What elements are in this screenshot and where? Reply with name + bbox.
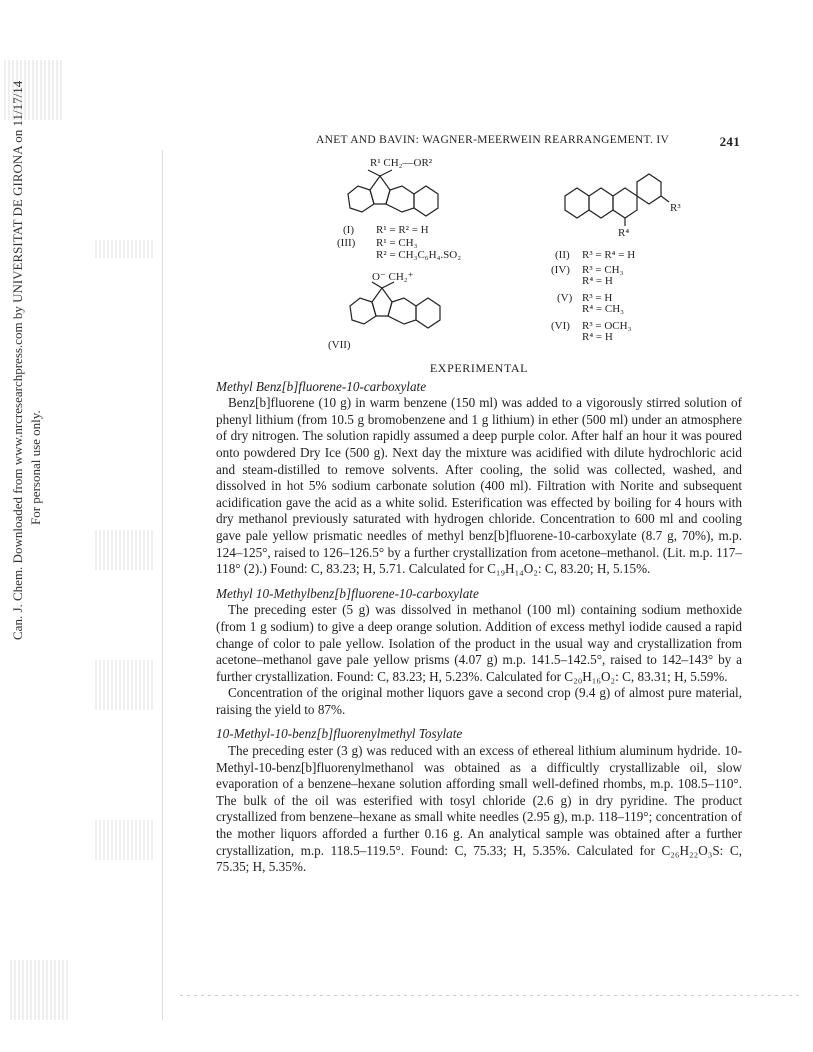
section-title-experimental: EXPERIMENTAL <box>429 361 529 375</box>
structure-iii-def2: R² = CH₃C₆H₄.SO₂ <box>376 249 462 261</box>
body-text <box>216 360 742 876</box>
scan-artifact <box>95 820 155 860</box>
structure-i-def: R¹ = R² = H <box>376 224 429 236</box>
header-title: ANET AND BAVIN: WAGNER-MEERWEIN REARRANGEMENT. IV <box>316 134 670 146</box>
fluorene-structure-icon <box>340 168 460 228</box>
scan-artifact <box>95 530 155 570</box>
structure-iii-def1: R¹ = CH₃ <box>376 237 418 249</box>
r4-label: R⁴ <box>618 227 630 239</box>
fluorene-ion-structure-icon <box>340 280 480 340</box>
structure-iv-id: (IV) <box>551 264 570 276</box>
structure-v-def2: R⁴ = CH₃ <box>582 303 624 315</box>
structure-vii-id: (VII) <box>328 339 351 351</box>
structure-v-id: (V) <box>557 292 573 304</box>
structure-vi-def2: R⁴ = H <box>582 331 613 343</box>
scan-artifact <box>10 960 70 1020</box>
download-notice <box>8 80 48 640</box>
paragraph: Benz[b]fluorene (10 g) in warm benzene (150 ml) was added to a vigorously stirred solution of phenyl lithium (from 10.5 g bromobenzene and 1 g lithium) in ether (500 ml) under an atmosphere of dry nitrogen. The solution rapidly assumed a deep purple color. After half an hour it was poured onto powdered Dry Ice (500 g). Next day the mixture was acidified with dilute hydrochloric acid and steam-distilled to remove solvents. After cooling, the solid was collected, washed, and dissolved in hot 5% sodium carbonate solution (400 ml). Filtration with Norite and subsequent acidification gave the acid as a white solid. Esterification was effected by boiling for 4 hours with dry methanol previously saturated with hydrogen chloride. Concentration to 600 ml and cooling gave pale yellow prismatic needles of methyl benz[b]fluorene-10-carboxylate (8.7 g, 70%), m.p. 124–125°, raised to 126–126.5° by a further crystallization from acetone–methanol. (Lit. m.p. 117–118° (2).) Found: C, 83.23; H, 5.71. Calculated for C₁₉H₁₄O₂: C, 83.20; H, 5.15%. <box>216 395 742 577</box>
structure-vi-def1: R³ = OCH₃ <box>582 320 632 332</box>
r3-label: R³ <box>670 202 681 214</box>
scan-artifact <box>95 240 155 258</box>
structure-i-id: (I) <box>343 224 354 236</box>
paragraph: The preceding ester (5 g) was dissolved in methanol (100 ml) containing sodium methoxide (from 1 g sodium) to give a deep orange solution. Addition of excess methyl iodide caused a rapid change of color to pale yellow. Isolation of the product in the usual way and crystallization from acetone–methanol gave pale yellow prisms (4.07 g) m.p. 141.5–142.5°, raised to 142–143° by a further crystallization. Found: C, 83.23; H, 5.23%. Calculated for C₂₀H₁₆O₂: C, 83.31; H, 5.59%. <box>216 602 742 684</box>
subsection-heading: 10-Methyl-10-benz[b]fluorenylmethyl Tosylate <box>216 726 463 742</box>
structure-i-substituents: R¹ CH₂—OR² <box>370 157 433 169</box>
subsection-heading: Methyl 10-Methylbenz[b]fluorene-10-carboxylate <box>216 585 479 601</box>
scan-edge <box>180 995 800 996</box>
scan-artifact <box>95 660 155 710</box>
structure-ii-id: (II) <box>555 249 570 261</box>
structure-vi-id: (VI) <box>551 320 570 332</box>
scan-edge <box>162 150 163 1020</box>
structure-iv-def2: R⁴ = H <box>582 275 613 287</box>
structure-ii-def: R³ = R⁴ = H <box>582 249 636 261</box>
running-header <box>316 134 740 149</box>
structure-iii-id: (III) <box>337 237 356 249</box>
page-number: 241 <box>719 134 740 149</box>
structure-iv-def1: R³ = CH₃ <box>582 264 624 276</box>
paragraph: Concentration of the original mother liquors gave a second crop (9.4 g) of almost pure material, raising the yield to 87%. <box>216 685 742 717</box>
download-notice-line1: Can. J. Chem. Downloaded from www.nrcresearchpress.com by UNIVERSITAT DE GIRONA on 11/17/14 <box>10 80 25 640</box>
paragraph: The preceding ester (3 g) was reduced with an excess of ethereal lithium aluminum hydride. 10-Methyl-10-benz[b]fluorenylmethanol was obtained as a difficultly crystallizable oil, slow evaporation of a benzene–hexane solution affording small well-defined rhombs, m.p. 108.5–110°. The bulk of the oil was esterified with tosyl chloride (2.6 g) in dry pyridine. The product crystallized from benzene–hexane as small white needles (2.95 g), m.p. 118–119°; concentration of the mother liquors afforded a further 0.16 g. An analytical sample was obtained after a further crystallization, m.p. 118.5–119.5°. Found: C, 75.33; H, 5.35%. Calculated for C₂₆H₂₂O₃S: C, 75.35; H, 5.35%. <box>216 743 742 875</box>
subsection-heading: Methyl Benz[b]fluorene-10-carboxylate <box>216 378 427 394</box>
structure-v-def1: R³ = H <box>582 292 613 304</box>
structure-vii-substituents: O⁻ CH₂⁺ <box>372 271 414 283</box>
download-notice-line2: For personal use only. <box>28 410 43 525</box>
